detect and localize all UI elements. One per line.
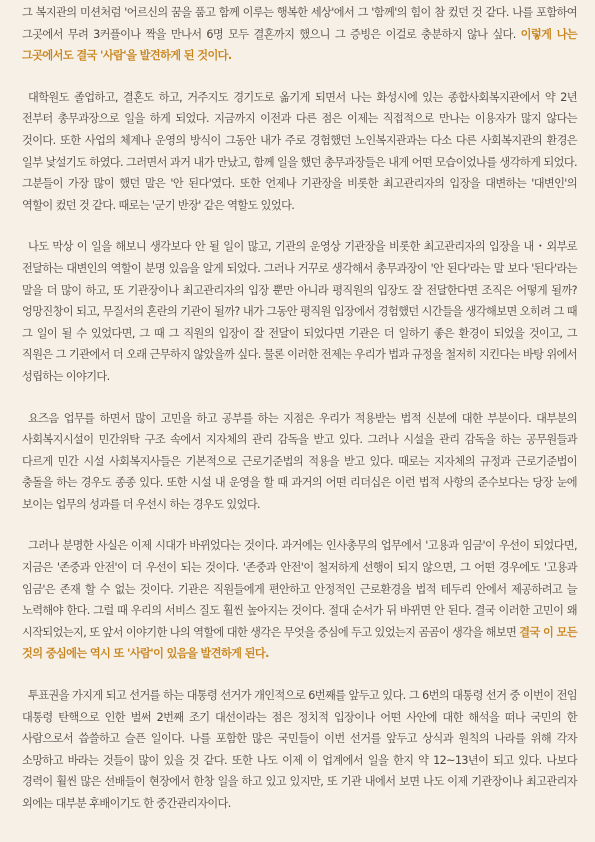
paragraph-6-text: 투표권을 가지게 되고 선거를 하는 대통령 선거가 개인적으로 6번째를 앞두고 있다. 그 6번의 대통령 선거 중 이번이 전임 대통령 탄핵으로 인한 벌써 2번째 조기 대선이라는 점은 정치적 입장이나 어떤 사안에 대한 해석을 떠나 국민의 한 사람으로서 씁쓸하고 슬픈 일이다. 나를 포함한 많은 국민들이 이번 선거를 앞두고 상식과 원칙의 나라를 위해 각자 소망하고 바라는 것들이 많이 있을 것 같다. 또한 나도 이제 이 업계에서 일을 한지 약 12~13년이 되고 있다. 나보다 경력이 훨씬 많은 선배들이 현장에서 한창 일을 하고 있고 있지만, 또 기관 내에서 보면 나도 이제 기관장이나 최고관리자 외에는 대부분 후배이기도 한 중간관리자이다.: [22, 689, 578, 810]
paragraph-1-highlight: 이렇게 나는 그곳에서도 결국 '사람'을 발견하게 된 것이다.: [22, 27, 577, 63]
paragraph-1: [22, 2, 577, 67]
paragraph-2-text: 대학원도 졸업하고, 결혼도 하고, 거주지도 경기도로 옮기게 되면서 나는 화성시에 있는 종합사회복지관에서 약 2년 전부터 총무과장으로 일을 하게 되었다. 지금까지 이전과 다른 점은 이제는 직접적으로 만나는 이용자가 많지 않다는 것이다. 또한 사업의 체계나 운영의 방식이 그동안 내가 주로 경험했던 노인복지관과는 다소 다른 사회복지관의 환경은 일부 낯설기도 하였다. 그러면서 과거 내가 만났고, 함께 일을 했던 총무과장들은 내게 어떤 모습이었나를 생각하게 되었다. 그분들이 가장 많이 했던 말은 '안 된다'였다. 또한 언제나 기관장을 비롯한 최고관리자의 입장을 대변하는 '대변인'의 역할이 컸던 것 같다. 때로는 '군기 반장' 같은 역할도 있었다.: [22, 90, 577, 212]
paragraph-3-text: 나도 막상 이 일을 해보니 생각보다 안 될 일이 많고, 기관의 운영상 기관장을 비롯한 최고관리자의 입장을 내・외부로 전달하는 대변인의 역할이 분명 있음을 알게 되었다. 그러나 거꾸로 생각해서 총무과장이 '안 된다'라는 말 보다 '된다'라는 말을 더 많이 하고, 또 기관장이나 최고관리자의 입장 뿐만 아니라 평직원의 입장도 잘 전달한다면 조직은 어떻게 될까? 엉망진창이 되고, 무질서의 혼란의 기관이 될까? 내가 그동안 평직원 입장에서 경험했던 시간들을 생각해보면 오히려 그 때 그 일이 될 수 있었다면, 그 때 그 직원의 입장이 잘 전달이 되었다면 기관은 더 일하기 좋은 환경이 되었을 것이고, 그 직원은 그 기관에서 더 오래 근무하지 않았을까 싶다. 물론 이러한 전제는 우리가 법과 규정을 철저히 지킨다는 바탕 위에서 성립하는 이야기다.: [22, 240, 577, 383]
paragraph-5-highlight: 결국 이 모든 것의 중심에는 역시 또 '사람'이 있음을 발견하게 된다.: [22, 625, 577, 661]
paragraph-1-text: 그 복지관의 미션처럼 '어르신의 꿈을 품고 함께 이루는 행복한 세상'에서 그 '함께'의 힘이 참 컸던 것 같다. 나를 포함하여 그곳에서 무려 3커플이나 짝을 만나서 6명 모두 결혼까지 했으니 그 증빙은 이걸로 충분하지 않나 싶다.: [22, 6, 577, 41]
paragraph-6: [22, 685, 577, 815]
paragraph-3: [22, 236, 577, 387]
paragraph-4: [22, 408, 577, 516]
paragraph-5: [22, 535, 577, 665]
paragraph-5-text: 그러나 분명한 사실은 이제 시대가 바뀌었다는 것이다. 과거에는 인사총무의 업무에서 '고용과 임금'이 우선이 되었다면, 지금은 '존중과 안전'이 더 우선이 되는 것이다. '존중과 안전'이 철저하게 선행이 되지 않으면, 그 어떤 경우에도 '고용과 임금'은 존재 할 수 없는 것이다. 기관은 직원들에게 편안하고 안정적인 근로환경을 법적 테두리 안에서 제공하려고 늘 노력해야 한다. 그럴 때 우리의 서비스 질도 훨씬 높아지는 것이다. 절대 순서가 뒤 바뀌면 안 된다. 결국 이러한 고민이 왜 시작되었는지, 또 앞서 이야기한 나의 역할에 대한 생각은 무엇을 중심에 두고 있었는지 곰곰이 생각을 해보면: [22, 539, 577, 639]
paragraph-2: [22, 87, 577, 217]
paragraph-4-text: 요즈음 업무를 하면서 많이 고민을 하고 공부를 하는 지점은 우리가 적용받는 법적 신분에 대한 부분이다. 대부분의 사회복지시설이 민간위탁 구조 속에서 지자체의 관리 감독을 받고 있다. 그러나 시설을 관리 감독을 하는 공무원들과 다르게 민간 시설 사회복지사들은 기본적으로 근로기준법의 적용을 받고 있다. 때로는 지자체의 규정과 근로기준법이 충돌을 하는 경우도 종종 있다. 또한 시설 내 운영을 할 때 과거의 어떤 리더십은 이런 법적 사항의 준수보다는 당장 눈에 보이는 업무의 성과를 더 우선시 하는 경우도 있었다.: [22, 411, 577, 511]
